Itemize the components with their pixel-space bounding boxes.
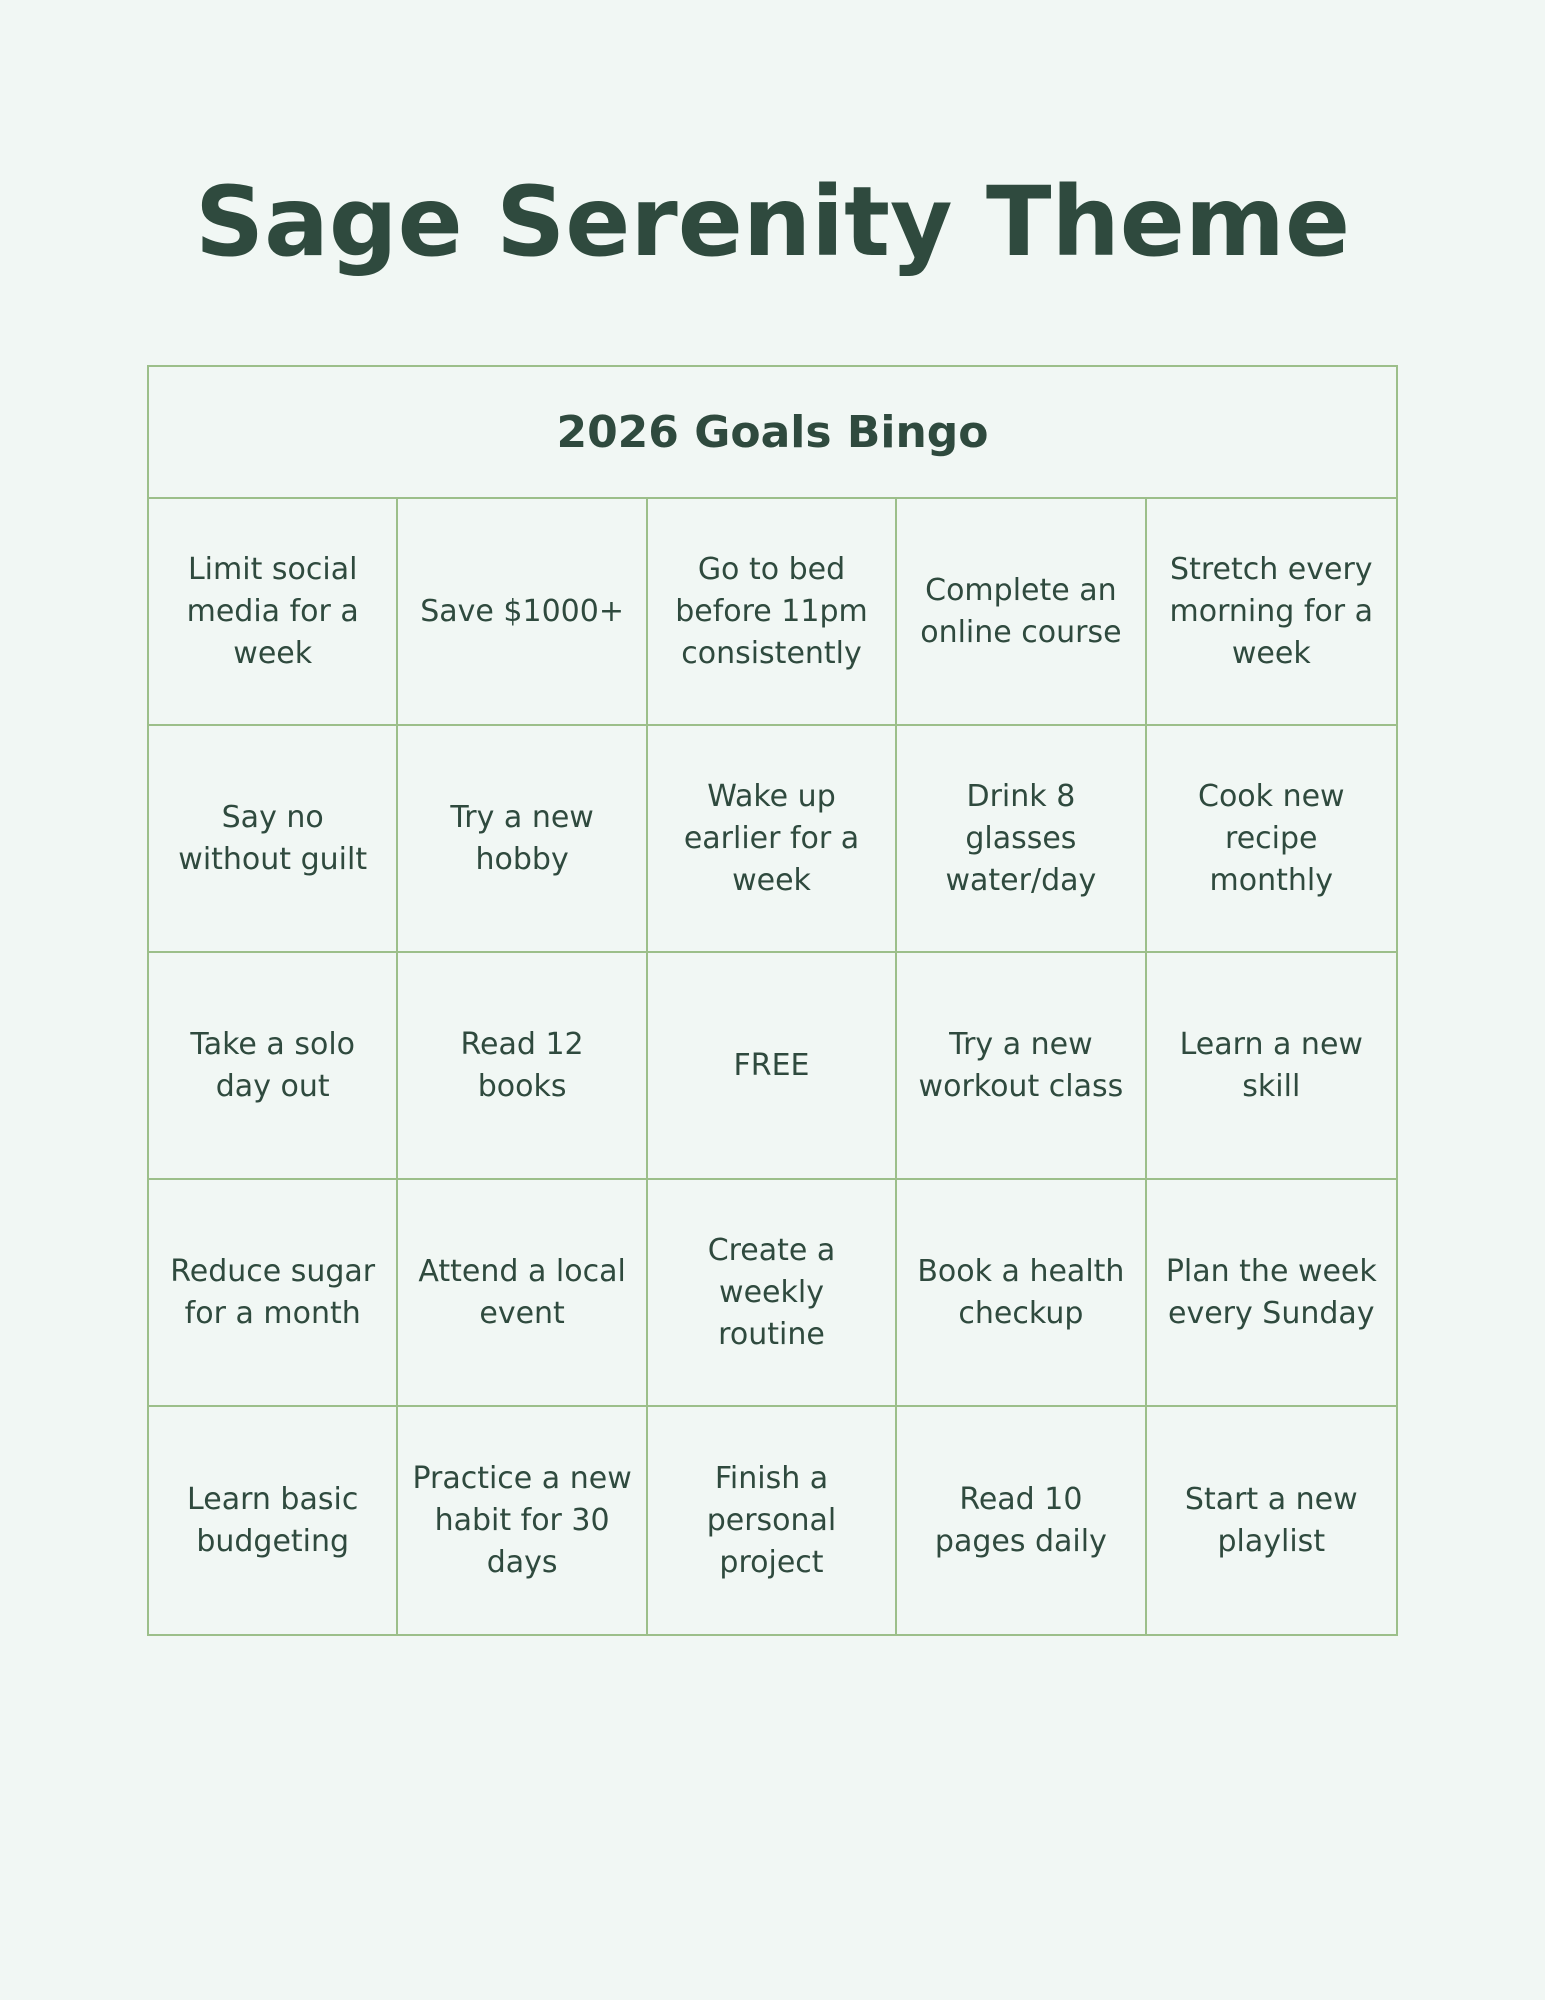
bingo-cell[interactable]: Plan the week every Sunday xyxy=(1147,1180,1396,1407)
bingo-board xyxy=(147,365,1398,1636)
bingo-cell[interactable]: Limit social media for a week xyxy=(149,499,398,726)
bingo-heading: 2026 Goals Bingo xyxy=(149,367,1396,499)
bingo-cell[interactable]: Finish a personal project xyxy=(648,1407,897,1634)
bingo-cell[interactable]: Try a new workout class xyxy=(897,953,1146,1180)
bingo-free-cell[interactable]: FREE xyxy=(648,953,897,1180)
bingo-cell[interactable]: Reduce sugar for a month xyxy=(149,1180,398,1407)
bingo-cell[interactable]: Attend a local event xyxy=(398,1180,647,1407)
bingo-grid xyxy=(149,499,1396,1634)
bingo-cell[interactable]: Try a new hobby xyxy=(398,726,647,953)
bingo-cell[interactable]: Wake up earlier for a week xyxy=(648,726,897,953)
bingo-cell[interactable]: Cook new recipe monthly xyxy=(1147,726,1396,953)
bingo-cell[interactable]: Learn a new skill xyxy=(1147,953,1396,1180)
bingo-cell[interactable]: Take a solo day out xyxy=(149,953,398,1180)
bingo-cell[interactable]: Go to bed before 11pm consistently xyxy=(648,499,897,726)
bingo-cell[interactable]: Save $1000+ xyxy=(398,499,647,726)
bingo-cell[interactable]: Practice a new habit for 30 days xyxy=(398,1407,647,1634)
bingo-cell[interactable]: Book a health checkup xyxy=(897,1180,1146,1407)
bingo-cell[interactable]: Start a new playlist xyxy=(1184,1481,1358,1559)
bingo-cell[interactable]: Say no without guilt xyxy=(149,726,398,953)
bingo-cell[interactable]: Read 12 books xyxy=(398,953,647,1180)
page-title: Sage Serenity Theme xyxy=(194,166,1351,279)
bingo-cell[interactable]: Complete an online course xyxy=(897,499,1146,726)
bingo-cell[interactable]: Read 10 pages daily xyxy=(897,1407,1146,1634)
bingo-cell[interactable]: Drink 8 glasses water/day xyxy=(897,726,1146,953)
bingo-cell[interactable]: Create a weekly routine xyxy=(648,1180,897,1407)
bingo-cell[interactable]: Learn basic budgeting xyxy=(149,1407,398,1634)
bingo-cell[interactable]: Stretch every morning for a week xyxy=(1147,499,1396,726)
